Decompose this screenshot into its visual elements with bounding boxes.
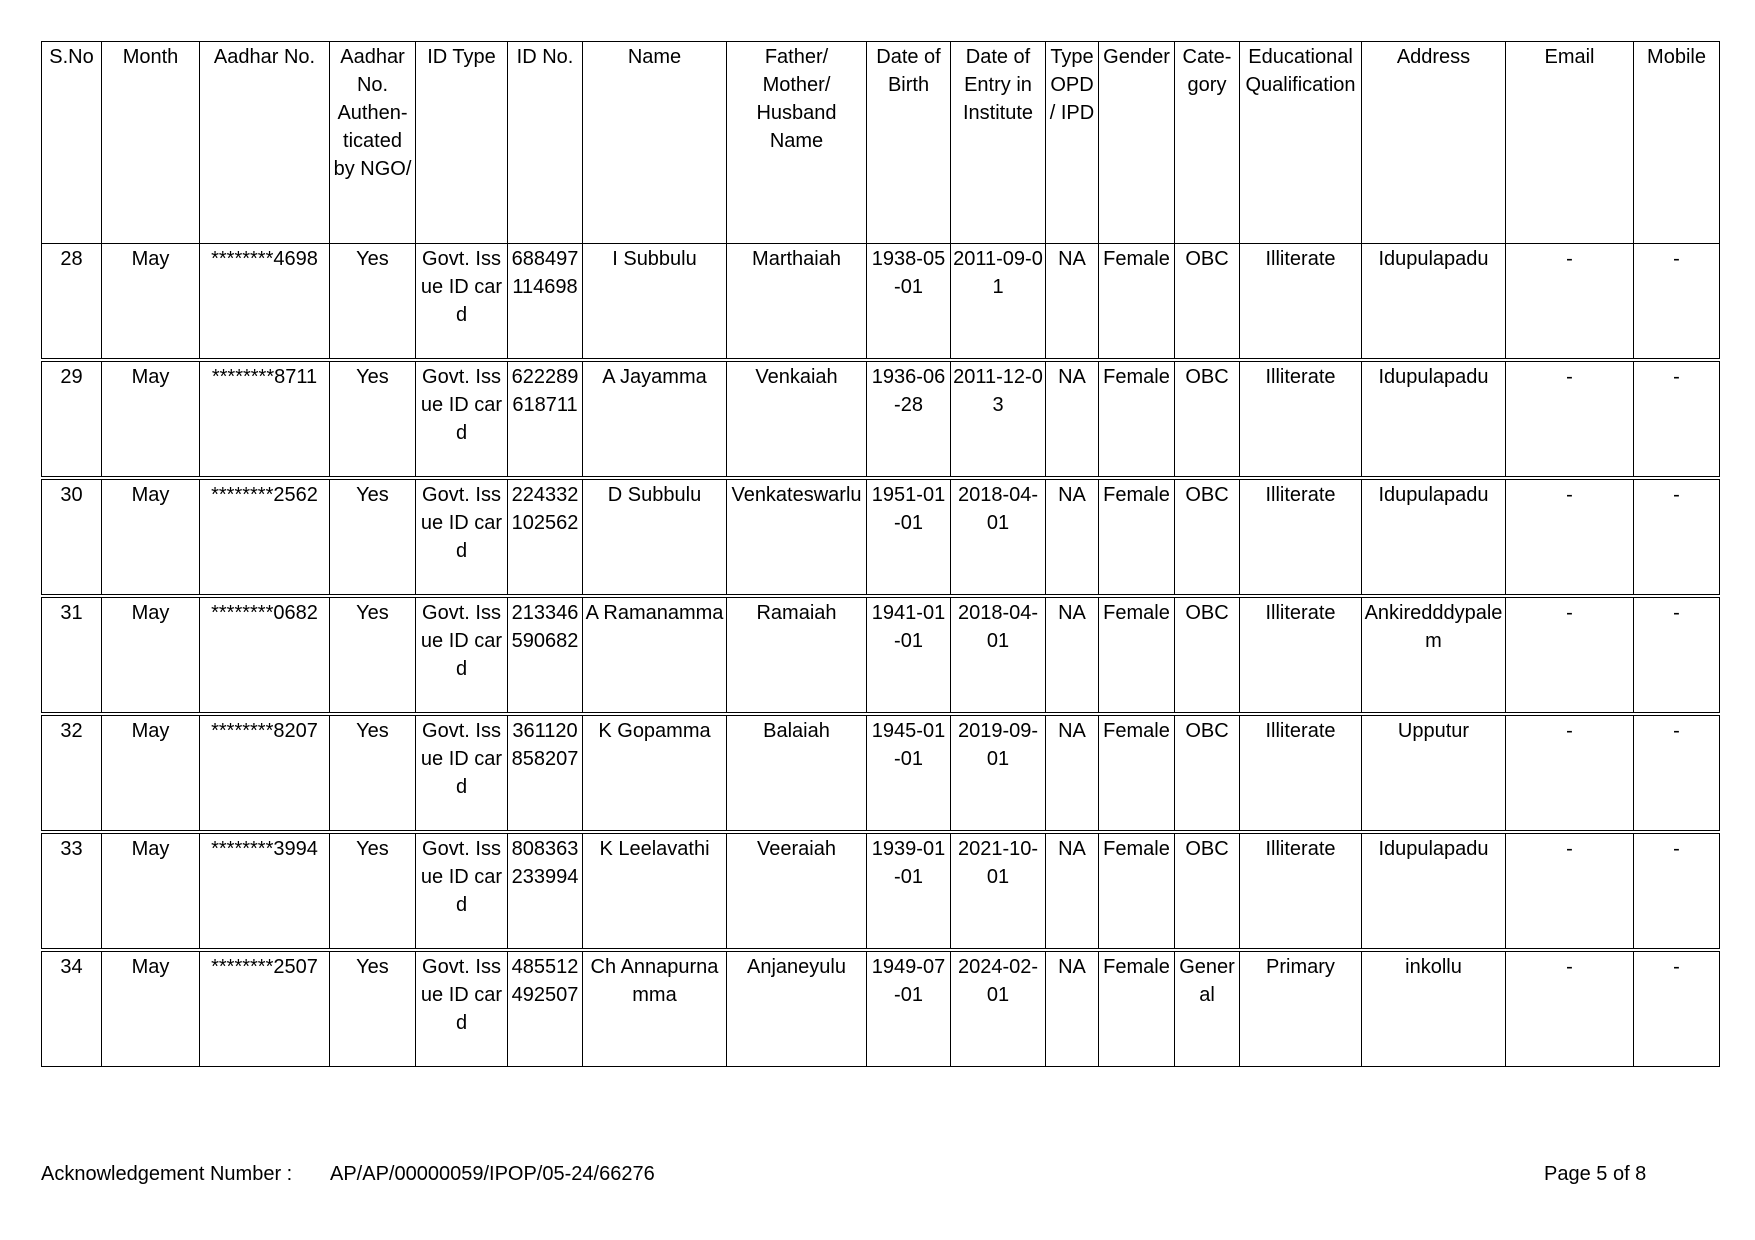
- table-cell: K Gopamma: [583, 716, 727, 831]
- table-cell: 29: [42, 362, 102, 477]
- table-cell: OBC: [1175, 834, 1240, 949]
- table-cell: 33: [42, 834, 102, 949]
- column-header: Cate-gory: [1175, 42, 1240, 244]
- table-cell: -: [1506, 834, 1634, 949]
- table-row: [42, 952, 1720, 1067]
- table-cell: May: [102, 244, 200, 359]
- table-cell: OBC: [1175, 480, 1240, 595]
- table-cell: Illiterate: [1240, 362, 1362, 477]
- column-header: Educational Qualification: [1240, 42, 1362, 244]
- column-header: Address: [1362, 42, 1506, 244]
- table-cell: General: [1175, 952, 1240, 1067]
- table-cell: Female: [1099, 480, 1175, 595]
- table-cell: Yes: [330, 952, 416, 1067]
- table-cell: 2011-09-01: [951, 244, 1046, 359]
- table-cell: NA: [1046, 598, 1099, 713]
- table-cell: Illiterate: [1240, 598, 1362, 713]
- table-cell: 28: [42, 244, 102, 359]
- table-cell: -: [1506, 362, 1634, 477]
- table-cell: Yes: [330, 244, 416, 359]
- column-header: Email: [1506, 42, 1634, 244]
- table-cell: Venkateswarlu: [727, 480, 867, 595]
- table-cell: 224332102562: [508, 480, 583, 595]
- table-cell: Govt. Issue ID card: [416, 834, 508, 949]
- table-cell: 485512492507: [508, 952, 583, 1067]
- table-cell: NA: [1046, 834, 1099, 949]
- table-cell: ********8207: [200, 716, 330, 831]
- table-cell: ********4698: [200, 244, 330, 359]
- table-cell: ********8711: [200, 362, 330, 477]
- table-cell: 808363233994: [508, 834, 583, 949]
- table-cell: Yes: [330, 834, 416, 949]
- table-cell: Govt. Issue ID card: [416, 362, 508, 477]
- table-cell: 2018-04-01: [951, 480, 1046, 595]
- table-cell: Govt. Issue ID card: [416, 952, 508, 1067]
- table-cell: 1941-01-01: [867, 598, 951, 713]
- column-header: Mobile: [1634, 42, 1720, 244]
- table-cell: Illiterate: [1240, 834, 1362, 949]
- table-cell: Govt. Issue ID card: [416, 716, 508, 831]
- table-row: [42, 716, 1720, 831]
- table-cell: -: [1506, 480, 1634, 595]
- table-cell: A Ramanamma: [583, 598, 727, 713]
- table-cell: -: [1506, 716, 1634, 831]
- acknowledgement-label: Acknowledgement Number :: [41, 1163, 293, 1185]
- table-cell: 1939-01-01: [867, 834, 951, 949]
- table-row: [42, 834, 1720, 949]
- table-cell: I Subbulu: [583, 244, 727, 359]
- column-header: Date of Entry in Institute: [951, 42, 1046, 244]
- beneficiary-table: [41, 41, 1720, 1067]
- column-header: Month: [102, 42, 200, 244]
- table-cell: Illiterate: [1240, 480, 1362, 595]
- table-cell: 688497114698: [508, 244, 583, 359]
- column-header: Aadhar No.: [200, 42, 330, 244]
- table-cell: Idupulapadu: [1362, 362, 1506, 477]
- column-header: Gender: [1099, 42, 1175, 244]
- table-cell: Female: [1099, 834, 1175, 949]
- table-cell: NA: [1046, 716, 1099, 831]
- table-cell: A Jayamma: [583, 362, 727, 477]
- acknowledgement-number: AP/AP/00000059/IPOP/05-24/66276: [330, 1163, 655, 1185]
- table-cell: inkollu: [1362, 952, 1506, 1067]
- table-cell: Yes: [330, 480, 416, 595]
- table-cell: Illiterate: [1240, 716, 1362, 831]
- table-cell: Venkaiah: [727, 362, 867, 477]
- table-cell: Female: [1099, 716, 1175, 831]
- table-cell: NA: [1046, 362, 1099, 477]
- table-cell: -: [1634, 598, 1720, 713]
- table-cell: Female: [1099, 952, 1175, 1067]
- table-cell: OBC: [1175, 244, 1240, 359]
- table-cell: Ankiredddypalem: [1362, 598, 1506, 713]
- table-cell: Ramaiah: [727, 598, 867, 713]
- column-header: Father/ Mother/ Husband Name: [727, 42, 867, 244]
- table-cell: -: [1506, 244, 1634, 359]
- table-cell: Yes: [330, 362, 416, 477]
- table-cell: -: [1634, 834, 1720, 949]
- table-cell: K Leelavathi: [583, 834, 727, 949]
- table-row: [42, 244, 1720, 359]
- table-cell: 31: [42, 598, 102, 713]
- table-cell: Anjaneyulu: [727, 952, 867, 1067]
- page-number: Page 5 of 8: [1544, 1163, 1647, 1185]
- table-cell: 2019-09-01: [951, 716, 1046, 831]
- table-cell: -: [1634, 362, 1720, 477]
- table-cell: -: [1634, 244, 1720, 359]
- column-header: S.No: [42, 42, 102, 244]
- table-cell: May: [102, 362, 200, 477]
- table-cell: Female: [1099, 244, 1175, 359]
- table-cell: Govt. Issue ID card: [416, 480, 508, 595]
- column-header: ID No.: [508, 42, 583, 244]
- table-cell: 2011-12-03: [951, 362, 1046, 477]
- table-cell: Balaiah: [727, 716, 867, 831]
- table-cell: 2018-04-01: [951, 598, 1046, 713]
- table-cell: NA: [1046, 244, 1099, 359]
- table-cell: ********2562: [200, 480, 330, 595]
- table-cell: 622289618711: [508, 362, 583, 477]
- table-cell: NA: [1046, 480, 1099, 595]
- table-cell: May: [102, 952, 200, 1067]
- table-cell: Illiterate: [1240, 244, 1362, 359]
- table-cell: 2024-02-01: [951, 952, 1046, 1067]
- table-cell: 213346590682: [508, 598, 583, 713]
- table-cell: May: [102, 716, 200, 831]
- column-header: Date of Birth: [867, 42, 951, 244]
- table-cell: Marthaiah: [727, 244, 867, 359]
- table-cell: Veeraiah: [727, 834, 867, 949]
- table-cell: OBC: [1175, 362, 1240, 477]
- header-row: [42, 42, 1720, 244]
- table-cell: 1938-05-01: [867, 244, 951, 359]
- table-cell: Govt. Issue ID card: [416, 244, 508, 359]
- table-cell: 1949-07-01: [867, 952, 951, 1067]
- table-cell: -: [1634, 952, 1720, 1067]
- table-cell: Female: [1099, 598, 1175, 713]
- table-cell: Upputur: [1362, 716, 1506, 831]
- table-cell: OBC: [1175, 716, 1240, 831]
- table-cell: NA: [1046, 952, 1099, 1067]
- table-cell: ********3994: [200, 834, 330, 949]
- table-cell: D Subbulu: [583, 480, 727, 595]
- table-cell: -: [1634, 480, 1720, 595]
- column-header: Type OPD / IPD: [1046, 42, 1099, 244]
- table-cell: OBC: [1175, 598, 1240, 713]
- column-header: Name: [583, 42, 727, 244]
- table-row: [42, 480, 1720, 595]
- table-cell: 30: [42, 480, 102, 595]
- table-cell: Yes: [330, 598, 416, 713]
- column-header: ID Type: [416, 42, 508, 244]
- table-cell: Ch Annapurnamma: [583, 952, 727, 1067]
- table-row: [42, 598, 1720, 713]
- table-cell: May: [102, 598, 200, 713]
- table-cell: -: [1506, 598, 1634, 713]
- table-cell: 2021-10-01: [951, 834, 1046, 949]
- table-cell: 34: [42, 952, 102, 1067]
- table-cell: Idupulapadu: [1362, 834, 1506, 949]
- table-cell: May: [102, 480, 200, 595]
- table-cell: Idupulapadu: [1362, 480, 1506, 595]
- column-header: Aadhar No. Authen-ticated by NGO/: [330, 42, 416, 244]
- table-cell: -: [1506, 952, 1634, 1067]
- table-cell: ********2507: [200, 952, 330, 1067]
- table-cell: Female: [1099, 362, 1175, 477]
- table-row: [42, 362, 1720, 477]
- table-cell: Govt. Issue ID card: [416, 598, 508, 713]
- table-cell: May: [102, 834, 200, 949]
- table-cell: Idupulapadu: [1362, 244, 1506, 359]
- table-cell: 32: [42, 716, 102, 831]
- table-cell: ********0682: [200, 598, 330, 713]
- table-cell: 1951-01-01: [867, 480, 951, 595]
- table-cell: -: [1634, 716, 1720, 831]
- table-cell: Primary: [1240, 952, 1362, 1067]
- table-cell: 361120858207: [508, 716, 583, 831]
- table-cell: 1945-01-01: [867, 716, 951, 831]
- table-cell: Yes: [330, 716, 416, 831]
- table-cell: 1936-06-28: [867, 362, 951, 477]
